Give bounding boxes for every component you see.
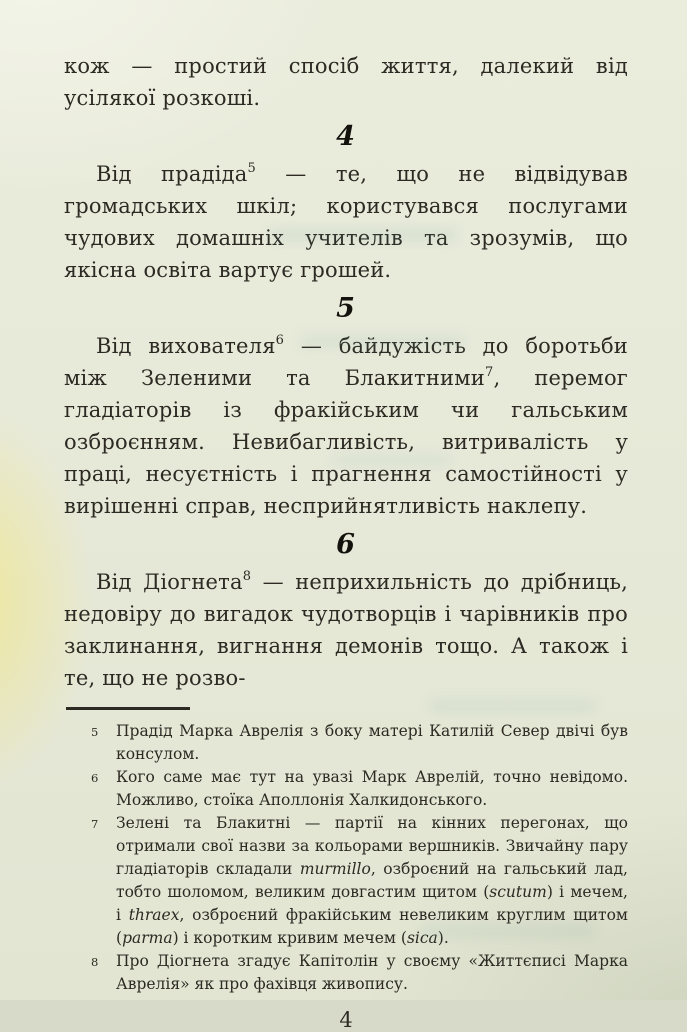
section-number-6: 6 [336,529,356,560]
footnote-5 [86,720,628,766]
footnote-text [116,950,628,996]
bleed-through-ghost [430,700,595,712]
footnote-marker: 8 [91,955,99,969]
text-run: ). [437,929,449,947]
text-run: , озброєний фракійським невеликим круглим щитом ( [116,906,628,947]
text-run: Прадід Марка Аврелія з боку матері Катилій Север двічі був консулом. [116,722,628,763]
latin-term: murmillo [299,860,371,878]
section-number-5: 5 [336,293,356,324]
section-4-paragraph [64,158,628,286]
footnotes-block [86,720,628,996]
footnote-marker: 7 [91,817,99,831]
text-run: ) і мечем, і [116,883,628,924]
text-run: Про Діогнета згадує Капітолін у своєму «Життєписі Марка Аврелія» як про фахівця живопису. [116,952,628,993]
footnote-ref-5: 5 [247,161,256,176]
footnote-7 [86,812,628,950]
latin-term: thraex [128,906,180,924]
footnote-6 [86,766,628,812]
text-run: ) і коротким кривим мечем ( [172,929,407,947]
text-run: — байдужість до боротьби між Зеленими та Блакитними [64,334,628,390]
page-number: 4 [339,1008,353,1032]
text-run: — неприхильність до дрібниць, недовіру до вигадок чудотворців і чарівників про заклинання, вигнання демонів тощо. А також і те, що не розво- [64,570,628,690]
text-run: — те, що не відвідував громадських шкіл; користувався послугами чудових домашніх учителів та зрозумів, що якісна освіта вартує грошей. [64,162,628,282]
text-run: Кого саме має тут на увазі Марк Аврелій, точно невідомо. Можливо, стоїка Аполлонія Халкидонського. [116,768,628,809]
latin-term: parma [122,929,173,947]
footnote-marker: 6 [91,771,99,785]
text-run: Від прадіда [96,162,248,186]
footnote-text [116,766,628,812]
section-number-4: 4 [336,121,356,152]
section-6-paragraph [64,566,628,694]
footnote-text [116,812,628,950]
text-run: , озброєний на гальський лад, тобто шоломом, великим довгастим щитом ( [116,860,628,901]
footnote-separator-rule [66,707,190,710]
latin-term: sica [406,929,438,947]
footnote-ref-6: 6 [275,333,285,348]
latin-term: scutum [489,883,547,901]
footnote-ref-8: 8 [242,569,252,584]
text-run: Від Діогнета [96,570,243,594]
footnote-marker: 5 [91,725,99,739]
section-5-paragraph [64,330,628,522]
paragraph-continuation: кож — простий спосіб життя, далекий від усілякої розкоші. [64,54,628,110]
footnote-8 [86,950,628,996]
footnote-ref-7: 7 [484,365,494,380]
text-run: Зелені та Блакитні — партії на кінних перегонах, що отримали свої назви за кольорами вершників. Звичайну пару гладіаторів складали [116,814,628,878]
text-run: Від вихователя [96,334,276,358]
text-run: , перемог гладіаторів із фракійським чи гальським озброєнням. Невибагливість, витривалість у праці, несуєтність і прагнення самостійності у вирішенні справ, несприйнятливість наклепу. [64,366,628,518]
footnote-text [116,720,628,766]
